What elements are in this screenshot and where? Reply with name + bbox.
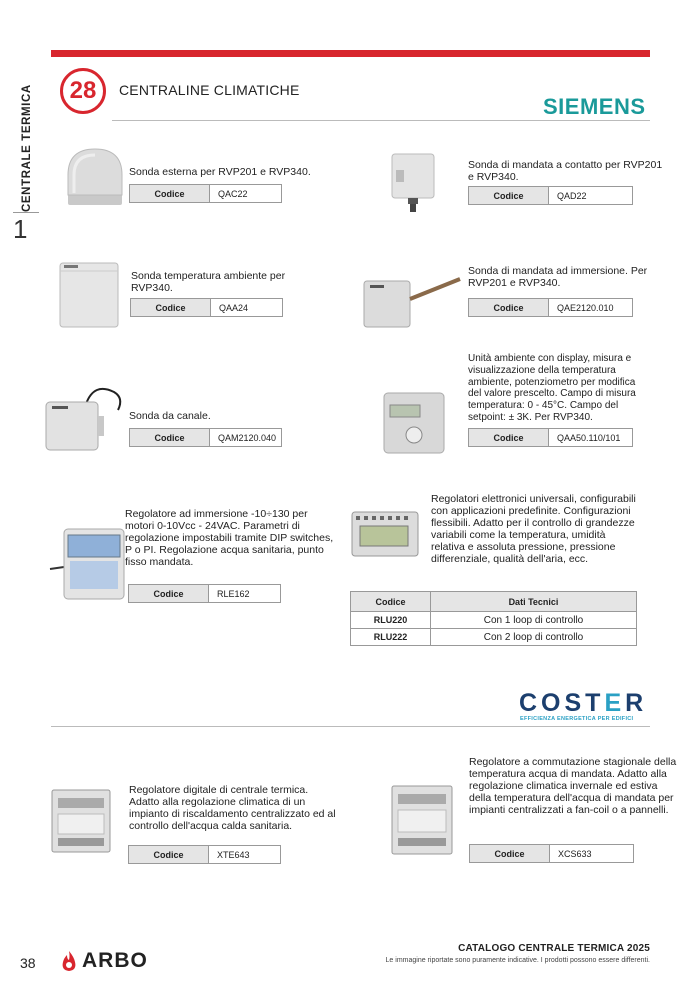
coster-logo: COSTER [519,689,648,717]
flame-icon [60,950,78,972]
product-description: Sonda di mandata a contatto per RVP201 e RVP340. [468,159,663,183]
code-label: Codice [469,429,549,446]
top-red-bar [51,50,650,57]
product-description: Sonda di mandata ad immersione. Per RVP201 e RVP340. [468,265,648,289]
table-row [351,629,637,646]
product-description: Sonda temperatura ambiente per RVP340. [131,270,286,294]
product-description: Regolatore digitale di centrale termica. Adatto alla regolazione climatica di un impianto di riscaldamento centralizzato ed al controllo dell'acqua calda sanitaria. [129,784,336,832]
product-code-box [468,428,633,447]
code-label: Codice [130,185,210,202]
product-code: QAA50.110/101 [557,432,621,443]
product-image-qam2120 [44,382,126,456]
table-header-specs: Dati Tecnici [431,592,637,612]
catalog-title: CATALOGO CENTRALE TERMICA 2025 [458,943,650,954]
product-image-qaa50 [382,391,446,455]
code-label: Codice [469,187,549,204]
table-header-code: Codice [351,592,431,612]
code-label: Codice [131,299,211,316]
page-title: CENTRALINE CLIMATICHE [119,82,300,98]
product-code-box [129,184,282,203]
product-image-rlu [350,510,420,558]
chapter-number-badge: 28 [60,68,106,114]
product-image-qad22 [388,152,440,214]
product-image-xcs633 [390,784,456,858]
arbo-logo: ARBO [60,949,148,973]
product-description: Regolatori elettronici universali, configurabili con applicazioni predefinite. Configurazioni flessibili. Adatto per il controllo di grandezze variabili come la temperatura, umidità relativa e assoluta pressione, pressione differenziale, qualità dell'aria, ecc. [431,493,636,565]
product-code-box [128,584,281,603]
product-image-qae2120 [360,273,464,331]
product-code-box [129,428,282,447]
product-code: QAA24 [219,302,249,313]
product-image-rle162 [48,521,128,601]
sidebar-section-label: CENTRALE TERMICA [21,84,33,212]
disclaimer-note: Le immagine riportate sono puramente indicative. I prodotti possono essere differenti. [385,957,650,964]
product-image-qaa24 [58,261,122,331]
product-code: QAE2120.010 [557,302,614,313]
product-description: Sonda esterna per RVP201 e RVP340. [129,166,311,178]
product-image-xte643 [50,788,112,854]
product-code: XTE643 [217,849,250,860]
table-row [351,612,637,629]
product-code-box [468,298,633,317]
table-cell-code: RLU220 [351,612,431,629]
product-image-qac22 [62,143,128,209]
code-label: Codice [469,299,549,316]
product-code-box [468,186,633,205]
table-cell-spec: Con 2 loop di controllo [431,629,637,646]
code-label: Codice [129,585,209,602]
rlu-spec-table [350,591,637,646]
product-code: QAD22 [557,190,587,201]
product-code: QAM2120.040 [218,432,277,443]
code-label: Codice [130,429,210,446]
product-code: QAC22 [218,188,248,199]
sidebar-section-number: 1 [13,214,28,244]
product-code: RLE162 [217,588,250,599]
sidebar-divider [13,212,39,213]
product-code-box [130,298,283,317]
table-cell-code: RLU222 [351,629,431,646]
header-divider [112,120,650,121]
section-divider [51,726,650,727]
product-description: Regolatore a commutazione stagionale della temperatura acqua di mandata. Adatto alla regolazione climatica invernale ed estiva della temperatura dell'acqua di mandata per impianti centralizzati a fan-coil o a pannelli. [469,756,677,816]
product-code: XCS633 [558,848,592,859]
product-code-box [128,845,281,864]
product-description: Unità ambiente con display, misura e visualizzazione della temperatura ambiente, potenziometro per modifica del valore prescelto. Campo di misura temperatura: 0 - 45°C. Campo del setpoint: ± 3K. Per RVP340. [468,353,636,423]
product-code-box [469,844,634,863]
coster-tagline: EFFICIENZA ENERGETICA PER EDIFICI [520,716,634,722]
code-label: Codice [129,846,209,863]
product-description: Sonda da canale. [129,410,211,422]
code-label: Codice [470,845,550,862]
siemens-logo: SIEMENS [543,94,646,119]
product-description: Regolatore ad immersione -10÷130 per motori 0-10Vcc - 24VAC. Parametri di regolazione impostabili tramite DIP switches, P o PI. Regolazione acqua sanitaria, punto fisso mandata. [125,508,334,568]
page-number: 38 [20,955,36,971]
table-cell-spec: Con 1 loop di controllo [431,612,637,629]
